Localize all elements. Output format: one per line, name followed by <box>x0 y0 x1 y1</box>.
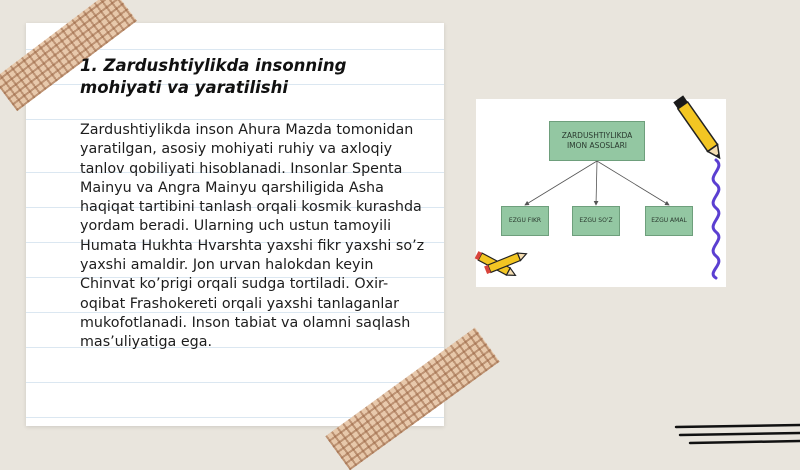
diagram-child-box-3: EZGU AMAL <box>645 206 693 236</box>
diagram-root-box: ZARDUSHTIYLIKDA IMON ASOSLARI <box>549 121 645 161</box>
diagram-child-box-2: EZGU SO'Z <box>572 206 620 236</box>
crossed-pencils-icon <box>475 250 528 279</box>
decorative-strokes <box>676 425 800 443</box>
diagram-child-box-1: EZGU FIKR <box>501 206 549 236</box>
pencil-icon <box>673 95 724 161</box>
squiggle-line <box>713 160 719 278</box>
section-title: 1. Zardushtiylikda insonning mohiyati va yaratilishi <box>80 56 347 97</box>
section-body: Zardushtiylikda inson Ahura Mazda tomonidan yaratilgan, asosiy mohiyati ruhiy va axloqiy tanlov qobiliyati hisoblanadi. Insonlar Spenta Mainyu va Angra Mainyu qarshiligida Asha haqiqat tartibini tanlash orqali kosmik kurashda yordam beradi. Ularning uch ustun tamoyili Humata Hukhta Hvarshta yaxshi fikr yaxshi so’z yaxshi amaldir. Jon urvan halokdan keyin Chinvat ko’prigi orqali sudga tortiladi. Oxir-oqibat Frashokereti orqali yaxshi tanlaganlar mukofotlanadi. Inson tabiat va olamni saqlash mas’uliyatiga ega. <box>80 122 425 351</box>
